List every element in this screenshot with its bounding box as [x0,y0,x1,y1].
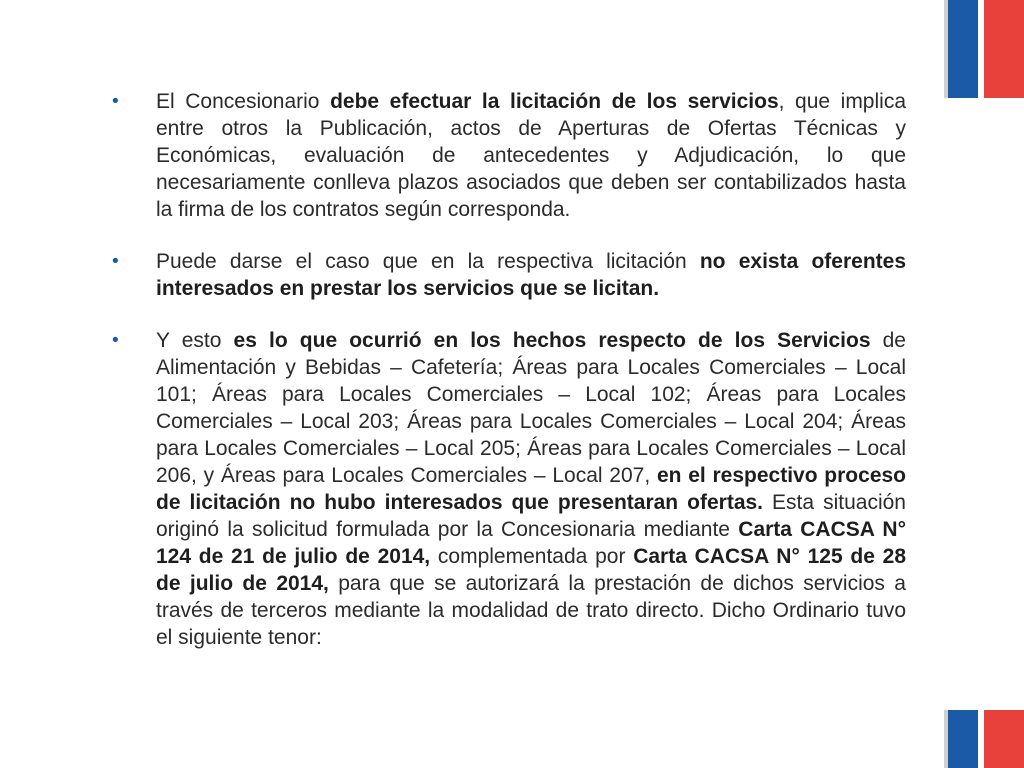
bullet-item-licitacion [112,88,906,223]
flag-blue-stripe [948,0,978,98]
paragraph-hechos [156,327,906,651]
text-segment: para que se autorizará la prestación de dichos servicios a través de terceros mediante la modalidad de trato directo. Dicho Ordinario tuvo el siguiente tenor: [156,572,906,649]
bullet-icon: • [112,330,119,351]
flag-red-stripe [984,0,1024,98]
bullet-item-sin-oferentes [112,248,906,302]
text-segment: , que implica entre otros la Publicación, actos de Aperturas de Ofertas Técnicas y Económicas, evaluación de antecedentes y Adjudicación, lo que necesariamente conlleva plazos asociados que deben ser contabilizados hasta la firma de los contratos según corresponda. [156,90,906,221]
bullet-icon: • [112,251,119,272]
paragraph-sin-oferentes [156,248,906,302]
text-segment: de Alimentación y Bebidas – Cafetería; Áreas para Locales Comerciales – Local 101; Áreas para Locales Comerciales – Local 102; Áreas para Locales Comerciales – Local 203; Áreas para Locales Comerciales – Local 204; Áreas para Locales Comerciales – Local 205; Áreas para Locales Comerciales – Local 206, y Áreas para Locales Comerciales – Local 207, [156,329,906,487]
bold-segment: es lo que ocurrió en los hechos respecto de los Servicios [233,329,871,352]
text-segment: El Concesionario [156,90,331,113]
bullet-icon: • [112,91,119,112]
bold-segment: en el respectivo proceso de licitación no hubo interesados que presentaran ofertas. [156,464,906,514]
bold-segment: debe efectuar la licitación de los servicios [330,90,779,113]
flag-blue-stripe [948,710,978,768]
bullet-item-hechos [112,327,906,651]
text-segment: Esta situación originó la solicitud formulada por la Concesionaria mediante [156,491,906,541]
carta-reference-125: Carta CACSA N° 125 de 28 de julio de 2014, [156,545,906,595]
paragraph-licitacion [156,88,906,223]
flag-red-stripe [984,710,1024,768]
bold-segment: no exista oferentes interesados en prestar los servicios que se licitan. [156,250,906,300]
text-segment: Puede darse el caso que en la respectiva licitación [156,250,700,273]
slide-body [112,88,906,676]
text-segment: Y esto [156,329,234,352]
flag-stripes-top [944,0,1024,98]
flag-stripes-bottom [944,710,1024,768]
text-segment: complementada por [430,545,634,568]
carta-reference-124: Carta CACSA N° 124 de 21 de julio de 2014, [156,518,906,568]
